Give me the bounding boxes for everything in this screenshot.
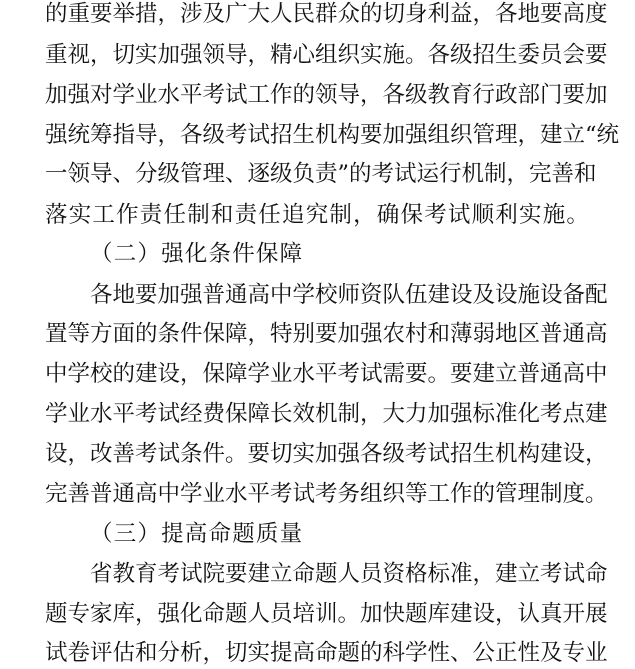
text-line: 设，改善考试条件。要切实加强各级考试招生机构建设， xyxy=(45,441,608,467)
text-line: 完善普通高中学业水平考试考务组织等工作的管理制度。 xyxy=(45,481,608,507)
text-line: 省教育考试院要建立命题人员资格标准，建立考试命 xyxy=(90,561,608,587)
text-line: 加强对学业水平考试工作的领导，各级教育行政部门要加 xyxy=(45,82,608,108)
text-line: 中学校的建设，保障学业水平考试需要。要建立普通高中 xyxy=(45,361,608,387)
text-line: 学业水平考试经费保障长效机制，大力加强标准化考点建 xyxy=(45,401,608,427)
text-line: 落实工作责任制和责任追究制，确保考试顺利实施。 xyxy=(45,202,591,228)
text-line: 的重要举措，涉及广大人民群众的切身利益，各地要高度 xyxy=(45,1,608,27)
text-line: 强统筹指导，各级考试招生机构要加强组织管理，建立“统 xyxy=(45,122,620,148)
text-line: 重视，切实加强领导，精心组织实施。各级招生委员会要 xyxy=(45,42,608,68)
section-heading: （三）提高命题质量 xyxy=(90,521,304,547)
text-line: 各地要加强普通高中学校师资队伍建设及设施设备配 xyxy=(90,282,608,308)
section-heading: （二）强化条件保障 xyxy=(90,241,304,267)
text-line: 试卷评估和分析，切实提高命题的科学性、公正性及专业 xyxy=(45,640,608,666)
text-line: 置等方面的条件保障，特别要加强农村和薄弱地区普通高 xyxy=(45,321,608,347)
text-line: 题专家库，强化命题人员培训。加快题库建设，认真开展 xyxy=(45,601,608,627)
text-line: 一领导、分级管理、逐级负责”的考试运行机制，完善和 xyxy=(45,161,597,187)
